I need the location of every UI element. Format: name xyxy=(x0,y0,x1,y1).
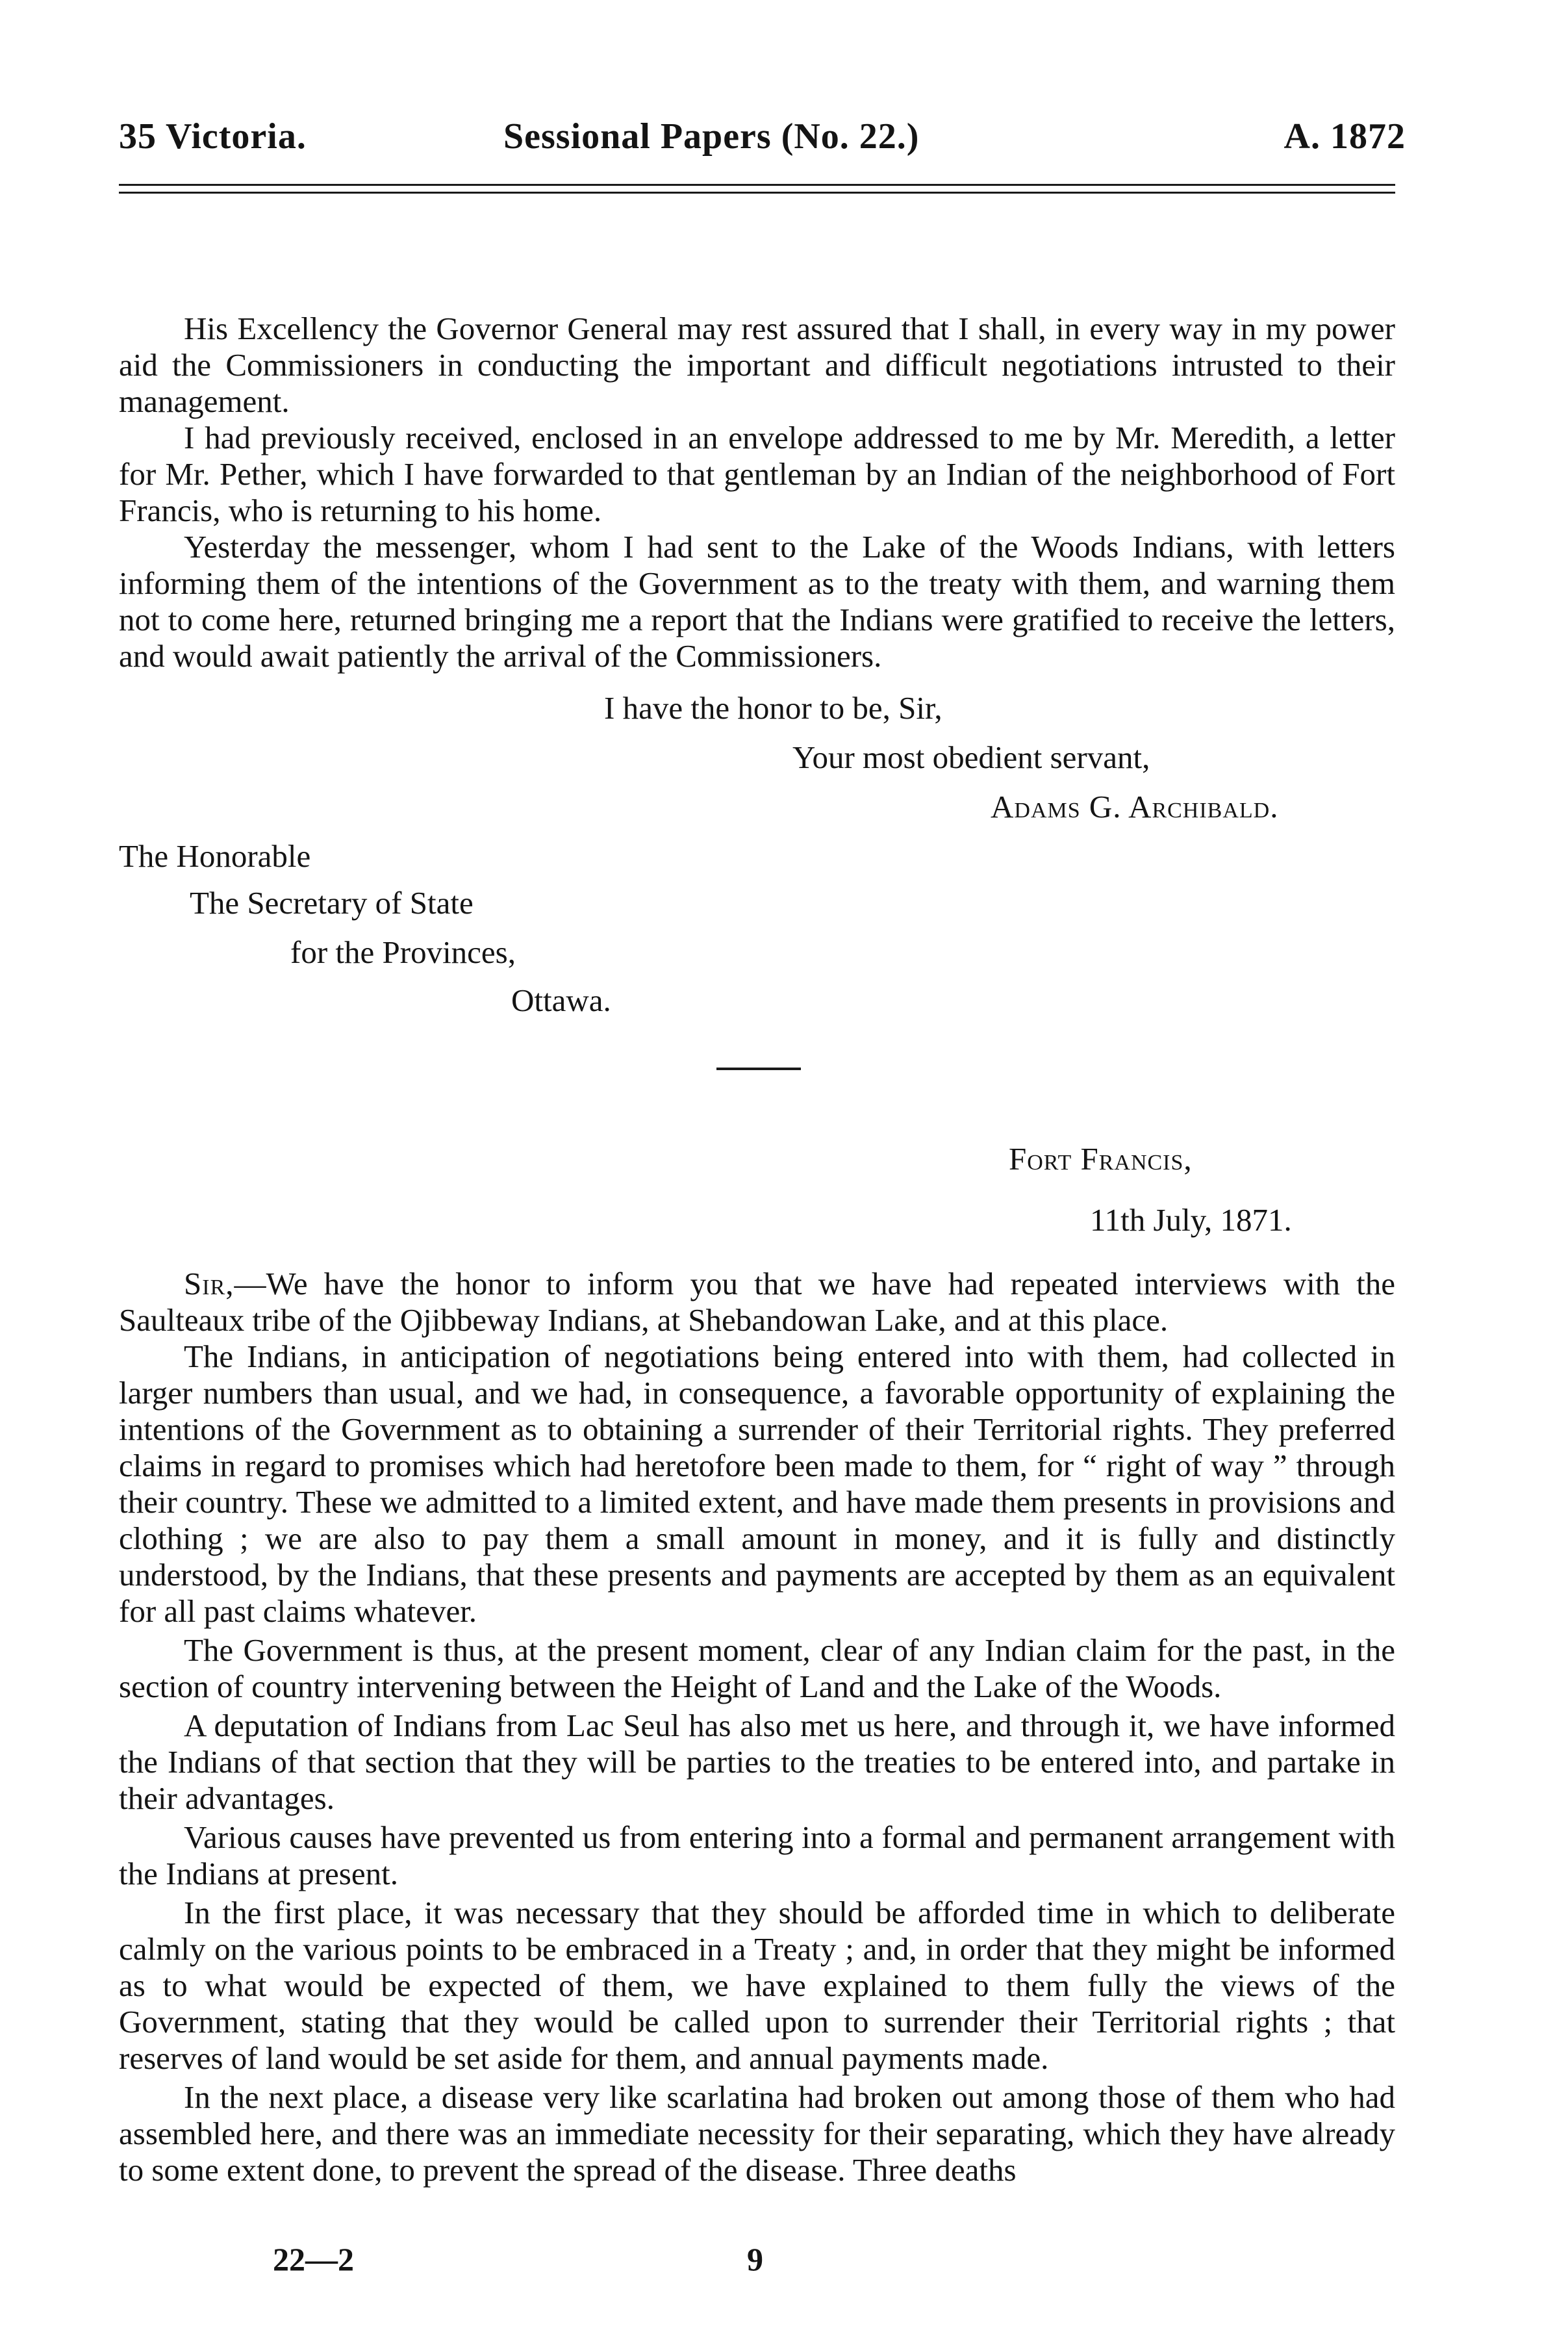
letter1-paragraph: I had previously received, enclosed in an envelope addressed to me by Mr. Meredith, a letter for Mr. Pether, which I have forwarded to that gentleman by an Indian of the neighborhood of Fort Francis, who is returning to his home. xyxy=(119,420,1395,528)
header-year: A. 1872 xyxy=(1283,116,1406,157)
address-line: The Secretary of State xyxy=(190,885,474,921)
header-rule-bottom xyxy=(119,192,1395,194)
letter1-body xyxy=(119,311,1395,674)
letter2-body xyxy=(119,1266,1395,2188)
letter2-first-text: —We have the honor to inform you that we have had repeated interviews with the Saulteaux tribe of the Ojibbeway Indians, at Shebandowan Lake, and at this place. xyxy=(119,1266,1395,1338)
letter2-paragraph: Various causes have prevented us from entering into a formal and permanent arrangement with the Indians at present. xyxy=(119,1819,1395,1891)
letter1-paragraph: His Excellency the Governor General may rest assured that I shall, in every way in my power aid the Commissioners in conducting the important and difficult negotiations intrusted to their management. xyxy=(119,311,1395,419)
closing-line: I have the honor to be, Sir, xyxy=(604,690,942,726)
letter2-paragraph xyxy=(119,1266,1395,1338)
closing-line: Your most obedient servant, xyxy=(792,739,1150,775)
header-title: Sessional Papers (No. 22.) xyxy=(503,116,920,157)
letter2-paragraph: The Indians, in anticipation of negotiations being entered into with them, had collected in larger numbers than usual, and we had, in consequence, a favorable opportunity of explaining the intentions of the Government as to obtaining a surrender of their Territorial rights. They preferred claims in regard to promises which had heretofore been made to them, for “ right of way ” through their country. These we admitted to a limited extent, and have made them presents in provisions and clothing ; we are also to pay them a small amount in money, and it is fully and distinctly understood, by the Indians, that these presents and payments are accepted by them as an equivalent for all past claims whatever. xyxy=(119,1338,1395,1629)
address-line: The Honorable xyxy=(119,838,311,874)
letter2-paragraph: A deputation of Indians from Lac Seul has also met us here, and through it, we have informed the Indians of that section that they will be parties to the treaties to be entered into, and partake in their advantages. xyxy=(119,1708,1395,1816)
letter2-place: Fort Francis, xyxy=(1009,1141,1193,1177)
letter1-paragraph: Yesterday the messenger, whom I had sent to the Lake of the Woods Indians, with letters informing them of the intentions of the Government as to the treaty with them, and warning them not to come here, returned bringing me a report that the Indians were gratified to receive the letters, and would await patiently the arrival of the Commissioners. xyxy=(119,529,1395,674)
letter2-paragraph: The Government is thus, at the present moment, clear of any Indian claim for the past, in the section of country intervening between the Height of Land and the Lake of the Woods. xyxy=(119,1632,1395,1704)
header-volume: 35 Victoria. xyxy=(119,116,307,157)
letter2-date: 11th July, 1871. xyxy=(1090,1202,1292,1238)
letter2-paragraph: In the next place, a disease very like scarlatina had broken out among those of them who had assembled here, and there was an immediate necessity for their separating, which they have already to some extent done, to prevent the spread of the disease. Three deaths xyxy=(119,2079,1395,2188)
address-line: Ottawa. xyxy=(511,982,611,1018)
section-divider xyxy=(716,1068,801,1070)
signature-mark: 22—2 xyxy=(273,2241,354,2277)
page-number: 9 xyxy=(747,2241,763,2277)
address-line: for the Provinces, xyxy=(290,934,516,970)
salutation: Sir, xyxy=(184,1266,234,1301)
signature: Adams G. Archibald. xyxy=(991,789,1279,825)
letter2-paragraph: In the first place, it was necessary that they should be afforded time in which to deliberate calmly on the various points to be embraced in a Treaty ; and, in order that they might be informed as to what would be expected of them, we have explained to them fully the views of the Government, stating that they would be called upon to surrender their Territorial rights ; that reserves of land would be set aside for them, and annual payments made. xyxy=(119,1895,1395,2076)
header-rule-top xyxy=(119,184,1395,186)
